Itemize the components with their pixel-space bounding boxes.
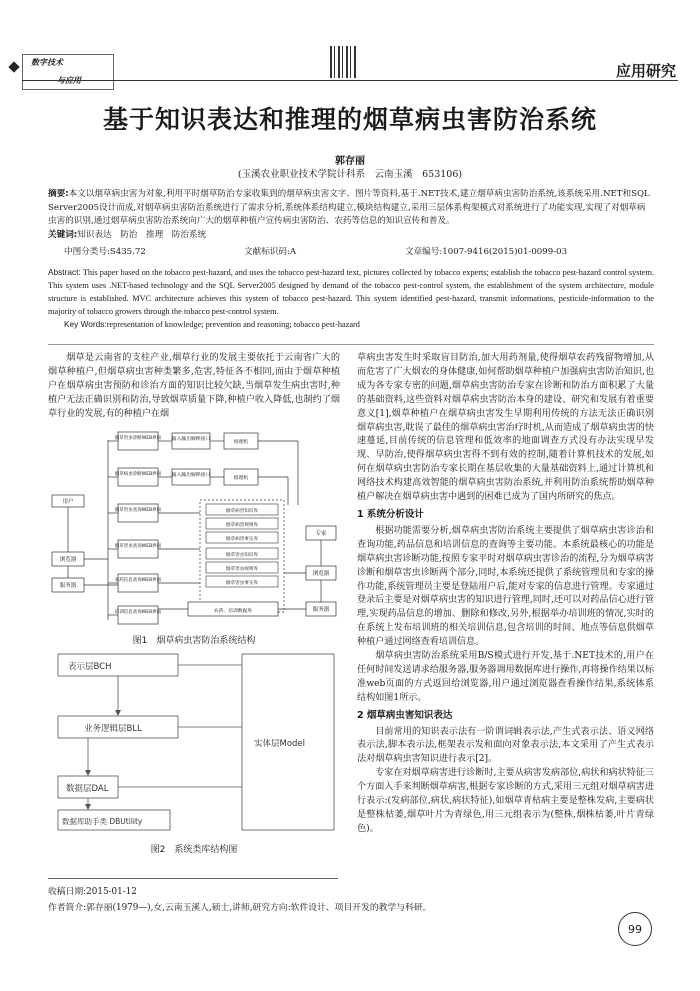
fig1-kb5: 烟草害虫规则库	[225, 567, 259, 572]
fig1-kb2: 烟草病害规则库	[225, 523, 259, 528]
fig1-server: 服务器	[59, 583, 77, 589]
section-1-heading: 1 系统分析设计	[357, 508, 424, 520]
fig1-kb3: 烟草病害事实库	[225, 537, 259, 542]
keywords-en: representation of knowledge; prevention and reasoning; tobacco pest-hazard	[106, 320, 360, 329]
fig1-browser1: 浏览器	[59, 557, 77, 563]
right-column	[357, 352, 654, 837]
fig1-b5: 农药信息查询WEB界面	[114, 578, 162, 583]
abstract-cn-text: 本文以烟草病虫害为对象,利用平时烟草防治专家收集到的烟草病虫害文字、图片等资料,基于.NET技术,建立烟草病虫害防治系统,该系统采用.NET和SQL Server2005设计而成,对烟草病虫害防治系统进行了需求分析,系统体系结构建立,模块结构建立,采用三层体系构架模式对系统进行了功能实现,实现了对烟草病虫害的识别,通过烟草病虫害防治系统向广大的烟草种植户宣传病虫害防治、农药等信息的知识宣传和普及。	[48, 189, 650, 226]
abstract-en-text: This paper based on the tobacco pest-hazard, and uses the tobacco pest-hazard text, pictures collected by tobacco experts; establish the tobacco pest-hazard control system. This system uses .NET-based technology and the SQL Server2005 designed by demand of the tobacco pest-control system, the establishment of the system architecture, module structure is established. MVC architecture achieves this system of tobacco pest-hazard. This system identified pest-hazard, transmit informations, pesticide-information to the majority of tobacco growers through the tobacco pest-control system.	[48, 268, 654, 316]
fig1-b6: 培训信息查询WEB界面	[114, 610, 162, 615]
doc-code: 文献标识码:A	[244, 247, 297, 257]
fig1-io2: 输入输出解释接口	[171, 473, 211, 478]
right-paragraph-2: 根据功能需要分析,烟草病虫害防治系统主要提供了烟草病虫害诊治和查询功能,药品信息和培训信息的查询等主要功能。本系统最核心的功能是烟草病虫害诊断功能,按照专家平时对烟草病虫害诊治的流程,分为烟草病害诊断和烟草害虫诊断两个部分,同时,本系统还提供了系统管理员和专家的操作功能,系统管理员主要是登陆用户后,能对专家的信息进行管理。专家通过登录后主要是对烟草病虫害的知识进行管理,同时,还可以对药品信心进行管理,实现药品信息的增加、删除和修改,另外,根据举办培训班的情况,实时的在系统上发布培训班的相关培训信息,包含培训的时间、地点等信息供烟草种植户通过网络查看培训信息。	[357, 525, 654, 648]
fig1-kb4: 烟草害虫知识库	[225, 553, 259, 558]
left-intro	[48, 352, 340, 422]
right-paragraph-4: 目前常用的知识表示法有一阶谓词辑表示法,产生式表示法、语义网络表示法,脚本表示法,框架表示发和面向对象表示法,本文采用了产生式表示法对烟草病虫害知识进行表示[2]。	[357, 726, 654, 765]
affiliation: (玉溪农业职业技术学院计科系 云南玉溪 653106)	[237, 169, 463, 180]
keywords-cn-label: 关键词:	[48, 229, 78, 240]
fig1-b3-box	[118, 504, 158, 522]
keywords-cn: 知识表达 防治 推理 防治系统	[77, 229, 207, 240]
abstract-cn	[48, 188, 654, 242]
author: 郭存丽	[335, 156, 365, 167]
figure1-diagram	[48, 430, 340, 630]
fig2-l2: 业务逻辑层BLL	[84, 724, 142, 734]
fig1-kb1: 烟草病害知识库	[225, 509, 259, 514]
fig1-io1: 输入输出解释接口	[171, 437, 211, 442]
fig1-b2: 烟草病虫诊断WEB界面	[114, 472, 162, 477]
logo-line1: 数字技术	[31, 57, 63, 67]
footnote-rule	[48, 878, 338, 879]
fig2-l1: 表示层BCH	[68, 662, 112, 672]
figure2-caption: 图2 系统类库结构图	[150, 845, 238, 855]
fig1-engine2: 推理机	[233, 476, 249, 481]
author-bio: 作者简介:郭存丽(1979—),女,云南玉溪人,硕士,讲师,研究方向:软件设计、项目开发的教学与科研。	[48, 903, 432, 913]
fig2-l3: 数据层DAL	[66, 784, 109, 794]
fig1-b4-box	[118, 540, 158, 558]
fig1-b1-box	[118, 432, 158, 450]
right-paragraph-1: 草病虫害发生时采取盲目防治,加大用药剂量,使得烟草农药残留物增加,从而危害了广大烟农的身体健康,如何帮助烟草种植户加强病虫害防治知识,也成为各专家专密的问题,烟草病虫害防治专家在诊断和防治方面积累了大量的基础资料,这些资料对烟草病虫害防治本身的建设、研究和发展有着重要意义[1],烟草种植户在烟草病虫害发生早期利用传统的方法无法正确识别烟草病虫害,耽误了最佳的烟草病虫害治疗时机,从而造成了烟草病虫害的快速蔓延,目前传统的信息管理和低效率的地面调查方式没有办法实现早发现、早防治,使得烟草病虫害得不到有效的控制,随着计算机技术的发展,如何在烟草病虫害防治专家长期在基层收集的大量基础资料上,通过计算机和网络技术构建高效智能的烟草病虫害防治系统,并利用防治系统帮助烟草种植户解决在烟草病虫害中遇到的困难已成为了国内所研究的焦点。	[357, 353, 654, 503]
page-number: 99	[618, 912, 652, 946]
figure2-diagram	[48, 650, 340, 835]
logo-line2: 与应用	[57, 75, 81, 85]
fig1-b1: 烟草害虫诊断WEB界面	[114, 436, 162, 441]
abstract-en	[48, 266, 654, 331]
fig1-b3: 烟草害虫查询WEB界面	[114, 508, 162, 513]
abstract-en-label: Abstract:	[48, 267, 81, 277]
fig1-b6-box	[118, 606, 158, 624]
clc-number: 中图分类号:S435.72	[64, 247, 146, 257]
fig1-kb6: 烟草害虫事实库	[225, 581, 259, 586]
abstract-rule	[48, 344, 654, 345]
fig1-expert: 专家	[315, 531, 327, 537]
fig1-b2-box	[118, 468, 158, 486]
fig2-l5: 实体层Model	[254, 739, 306, 749]
section-2-heading: 2 烟草病虫害知识表达	[357, 709, 453, 721]
fig2-l4: 数据库助手类 DBUtility	[62, 817, 143, 826]
article-number: 文章编号:1007-9416(2015)01-0099-03	[405, 247, 568, 257]
fig1-server2: 服务器	[312, 607, 330, 613]
section-label: 应用研究	[615, 62, 676, 80]
fig1-engine1: 推理机	[233, 440, 249, 445]
figure1-caption: 图1 烟草病虫害防治系统结构	[132, 636, 256, 646]
journal-logo	[22, 54, 114, 90]
right-paragraph-5: 专家在对烟草病害进行诊断时,主要从病害发病部位,病状和病状特征三个方面入手来判断烟草病害,根据专家诊断的方式,采用三元组对烟草病害进行表示:(发病部位,病状,病状特征),如烟草青枯病主要是整株发病,主要病状是整株枯萎,烟草叶片为青绿色,用三元组表示为(整株,烟株枯萎,叶片青绿色)。	[357, 768, 654, 834]
fig1-user: 用户	[62, 499, 74, 505]
right-paragraph-3: 烟草病虫害防治系统采用B/S模式进行开发,基于.NET技术的,用户在任何时间发送请求给服务器,服务器调用数据库进行操作,再将操作结果以标准web页面的方式返回给浏览器,用户通过浏览器查看操作结果,系统体系结构如图1所示。	[357, 651, 654, 703]
paper-title: 基于知识表达和推理的烟草病虫害防治系统	[102, 105, 597, 134]
intro-paragraph: 烟草是云南省的支柱产业,烟草行业的发展主要依托于云南省广大的烟草种植户,但烟草病虫害种类繁多,危害,特征各不相同,而由于烟草种植户在烟草病虫害预防和诊治方面的知识比较欠缺,当烟草发生病虫害时,种植户无法正确识别和防治,导致烟草质量下降,种植户收入降低,也制约了烟草行业的发展,有的种植户在烟	[48, 353, 340, 419]
header-diamond-icon	[8, 61, 19, 72]
fig1-db: 农药、培训数据库	[213, 609, 253, 614]
barcode-icon	[330, 46, 358, 78]
header-rule	[22, 80, 678, 81]
abstract-cn-label: 摘要:	[48, 189, 69, 199]
received-date: 收稿日期:2015-01-12	[48, 887, 137, 897]
keywords-en-label: Key Words:	[64, 319, 107, 329]
fig1-b4: 烟草害虫查询WEB界面	[114, 544, 162, 549]
fig1-browser2: 浏览器	[312, 571, 330, 577]
fig1-b5-box	[118, 574, 158, 592]
